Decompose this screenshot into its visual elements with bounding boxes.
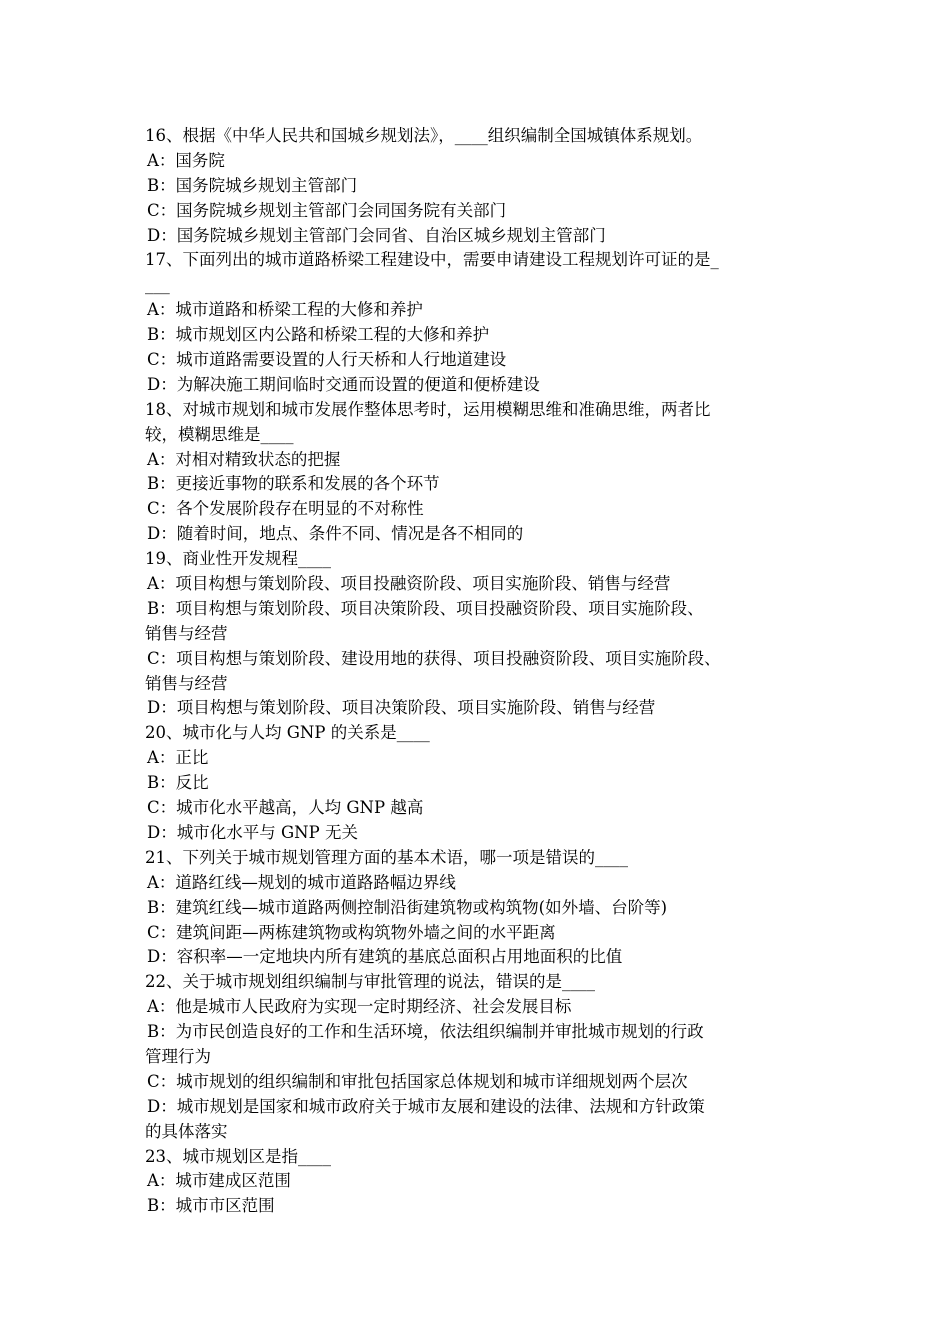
question-22-option-d: D：城市规划是国家和城市政府关于城市友展和建设的法律、法规和方针政策 xyxy=(147,1096,705,1116)
question-17-stem-continued: ___ xyxy=(145,275,170,295)
question-17-option-b: B：城市规划区内公路和桥梁工程的大修和养护 xyxy=(147,325,490,345)
question-18-stem: 18、对城市规划和城市发展作整体思考时，运用模糊思维和准确思维，两者比 xyxy=(145,399,711,419)
question-21-option-b: B：建筑红线—城市道路两侧控制沿街建筑物或构筑物(如外墙、台阶等) xyxy=(147,897,667,917)
question-17-stem: 17、下面列出的城市道路桥梁工程建设中，需要申请建设工程规划许可证的是_ xyxy=(145,250,719,270)
question-19-option-b-continued: 销售与经营 xyxy=(145,623,228,643)
question-18-stem-continued: 较，模糊思维是____ xyxy=(145,424,294,444)
question-21-option-c: C：建筑间距—两栋建筑物或构筑物外墙之间的水平距离 xyxy=(147,922,556,942)
question-23-stem: 23、城市规划区是指____ xyxy=(145,1146,331,1166)
question-21-stem: 21、下列关于城市规划管理方面的基本术语，哪一项是错误的____ xyxy=(145,847,628,867)
question-16-option-b: B：国务院城乡规划主管部门 xyxy=(147,175,358,195)
question-20-option-b: B：反比 xyxy=(147,773,209,793)
question-23-option-b: B：城市市区范围 xyxy=(147,1196,275,1216)
question-20-option-c: C：城市化水平越高，人均 GNP 越高 xyxy=(147,798,424,818)
question-22-option-c: C：城市规划的组织编制和审批包括国家总体规划和城市详细规划两个层次 xyxy=(147,1071,688,1091)
question-19-option-c: C：项目构想与策划阶段、建设用地的获得、项目投融资阶段、项目实施阶段、 xyxy=(147,648,721,668)
question-21-option-d: D：容积率—一定地块内所有建筑的基底总面积占用地面积的比值 xyxy=(147,947,623,967)
question-18-option-a: A：对相对精致状态的把握 xyxy=(147,449,341,469)
question-17-option-d: D：为解决施工期间临时交通而设置的便道和便桥建设 xyxy=(147,374,540,394)
question-22-option-a: A：他是城市人民政府为实现一定时期经济、社会发展目标 xyxy=(147,997,572,1017)
question-22-option-b-continued: 管理行为 xyxy=(145,1046,211,1066)
question-22-option-b: B：为市民创造良好的工作和生活环境，依法组织编制并审批城市规划的行政 xyxy=(147,1022,704,1042)
question-19-stem: 19、商业性开发规程____ xyxy=(145,549,331,569)
question-20-option-d: D：城市化水平与 GNP 无关 xyxy=(147,822,358,842)
question-22-stem: 22、关于城市规划组织编制与审批管理的说法，错误的是____ xyxy=(145,972,595,992)
question-17-option-c: C：城市道路需要设置的人行天桥和人行地道建设 xyxy=(147,350,507,370)
question-17-option-a: A：城市道路和桥梁工程的大修和养护 xyxy=(147,300,423,320)
question-21-option-a: A：道路红线—规划的城市道路路幅边界线 xyxy=(147,872,456,892)
question-23-option-a: A：城市建成区范围 xyxy=(147,1171,291,1191)
question-18-option-d: D：随着时间，地点、条件不同、情况是各不相同的 xyxy=(147,524,524,544)
question-18-option-c: C：各个发展阶段存在明显的不对称性 xyxy=(147,499,424,519)
question-18-option-b: B：更接近事物的联系和发展的各个环节 xyxy=(147,474,440,494)
question-19-option-d: D：项目构想与策划阶段、项目决策阶段、项目实施阶段、销售与经营 xyxy=(147,698,656,718)
question-16-option-c: C：国务院城乡规划主管部门会同国务院有关部门 xyxy=(147,200,507,220)
question-16-option-d: D：国务院城乡规划主管部门会同省、自治区城乡规划主管部门 xyxy=(147,225,606,245)
question-19-option-c-continued: 销售与经营 xyxy=(145,673,228,693)
question-19-option-b: B：项目构想与策划阶段、项目决策阶段、项目投融资阶段、项目实施阶段、 xyxy=(147,598,704,618)
question-19-option-a: A：项目构想与策划阶段、项目投融资阶段、项目实施阶段、销售与经营 xyxy=(147,574,671,594)
question-20-option-a: A：正比 xyxy=(147,748,209,768)
document-page xyxy=(145,124,825,1219)
question-16-option-a: A：国务院 xyxy=(147,150,225,170)
question-20-stem: 20、城市化与人均 GNP 的关系是____ xyxy=(145,723,430,743)
question-22-option-d-continued: 的具体落实 xyxy=(145,1121,228,1141)
question-16-stem: 16、根据《中华人民共和国城乡规划法》，____组织编制全国城镇体系规划。 xyxy=(145,126,703,145)
